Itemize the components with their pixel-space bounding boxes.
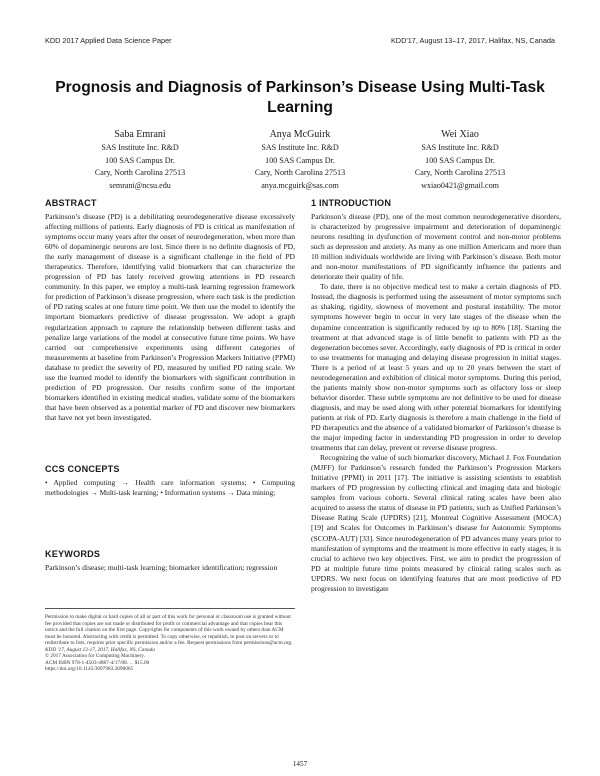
footnote-copyright: © 2017 Association for Computing Machinery. bbox=[45, 653, 145, 660]
introduction-paragraph: Recognizing the value of such biomarker discovery, Michael J. Fox Foundation (MJFF) for Parkinson’s research funded the Parkinson’s Progression Markers Initiative (PPMI) in 2011 [17]. The initiative is assisting scientists to establish markers of PD progression by collecting clinical and imaging data and biologic samples from various cohorts. Several clinical rating scales have been also acquired to assess the status of disease in PD patients, such as Unified Parkinson’s Disease Rating Scale (UPDRS) [21], Montreal Cognitive Assessment (MOCA) [19] and Scales for Outcomes in Parkinson’s disease for Autonomic Symptoms (SCOPA-AUT) [33]. Since neurodegeneration of PD advances many years prior to manifestation of symptoms and the treatment is more effective in early stages, it is crucial to achieve two key objectives. First, we aim to predict the progression of PD at multiple future time points measured by clinical rating scales such as UPDRS. We next focus on identifying features that are most predictive of PD progression to investigate bbox=[311, 453, 561, 593]
ccs-heading: CCS CONCEPTS bbox=[45, 464, 120, 474]
author-address: Cary, North Carolina 27513 bbox=[414, 168, 506, 178]
abstract-heading: ABSTRACT bbox=[45, 198, 97, 208]
introduction-heading: 1 INTRODUCTION bbox=[311, 198, 392, 208]
abstract-text: Parkinson’s disease (PD) is a debilitating neurodegenerative disease excessively affecting millions of patients. Early diagnosis of PD is critical as manifestation of symptoms occur many years after the onset of neurodegeneration, when more than 60% of dopaminergic neurons are lost. Since there is no definite diagnosis of PD, the early management of disease is a significant challenge in the field of PD therapeutics. Therefore, identifying valid biomarkers that can characterize the progression of PD has lately received growing attentions in PD research community. In this paper, we employ a multi-task learning regression framework for prediction of Parkinson’s disease progression, where each task is the prediction of PD rating scales at one future time point. We then use the model to identify the important biomarkers predictive of disease progression. We adopt a graph regularization approach to capture the relationship between different tasks and penalize large variations of the model at consecutive future time points. We have carried out comprehensive experiments using different categories of measurements at baseline from Parkinson’s Progression Markers Initiative (PPMI) database to predict the severity of PD, measured by unified PD rating scale. We use the learned model to identify the biomarkers with significant contribution in prediction of PD progression. Our results confirm some of the important biomarkers identified in existing medical studies, validate some of the biomarkers that have been observed as a potential marker of PD and discover new biomarkers that have not yet been investigated. bbox=[45, 212, 295, 422]
author-name: Anya McGuirk bbox=[269, 129, 331, 140]
author-email[interactable]: wxiao0421@gmail.com bbox=[421, 180, 499, 190]
author-address: Cary, North Carolina 27513 bbox=[94, 168, 186, 178]
keywords-section bbox=[45, 549, 295, 573]
author-block bbox=[365, 129, 555, 192]
footnote-venue: KDD '17, August 13-17, 2017, Halifax, NS, Canada bbox=[45, 646, 155, 653]
author-affiliation: SAS Institute Inc. R&D bbox=[261, 143, 339, 153]
running-header-left: KDD 2017 Applied Data Science Paper bbox=[45, 36, 172, 45]
introduction-paragraph: Parkinson’s disease (PD), one of the most common neurodegenerative disorders, is characterized by progressive impairment and deterioration of dopaminergic neurons resulting in dysfunction of movement control and non-motor problems such as depression and anxiety. As many as one million Americans and more than 10 million individuals worldwide are living with Parkinson’s disease. Both motor and non-motor manifestations of PD significantly influence the patients and deteriorate their quality of life. bbox=[311, 212, 561, 282]
introduction-paragraph: To date, there is no objective medical test to make a certain diagnosis of PD. Instead, the diagnosis is performed using the assessment of motor symptoms such as shaking, rigidity, slowness of movement and postural instability. The motor symptoms however begin to occur in very late stages of the disease when the dopamine concentration is significantly reduced by up to 80% [18]. Starting the treatment at that advanced stage is of little benefit to patients with PD as the degeneration becomes sever. Accordingly, early diagnosis of PD is critical in order to use treatments for managing and delaying disease progression in initial stages. There is a period of at least 5 years and up to 20 years between the start of neurodegeneration and exhibition of clinical motor symptoms. During this period, the patients mainly show non-motor symptoms such as olfactory loss or sleep behavior disorder. These subtle symptoms are not definitive to be used for disease diagnosis, and may be used along with other potential biomarkers for identifying patients at risk of PD. Early diagnosis is therefore a main challenge in the field of PD therapeutics and the absence of a validated biomarker of Parkinson’s disease is the major impeding factor in understanding PD progression in order to develop treatments that can delay, prevent or reverse disease progress. bbox=[311, 282, 561, 453]
keywords-heading: KEYWORDS bbox=[45, 549, 101, 559]
author-name: Wei Xiao bbox=[441, 129, 479, 140]
author-address: 100 SAS Campus Dr. bbox=[105, 155, 175, 165]
abstract-section bbox=[45, 198, 295, 423]
ccs-section bbox=[45, 464, 295, 498]
page-number: 1457 bbox=[292, 760, 308, 768]
author-address: 100 SAS Campus Dr. bbox=[265, 155, 335, 165]
keywords-text: Parkinson’s disease; multi-task learning; biomarker identification; regression bbox=[45, 563, 278, 572]
footnote-isbn: ACM ISBN 978-1-4503-4887-4/17/08. . . $15.00 bbox=[45, 659, 150, 666]
footnote-doi[interactable]: https://doi.org/10.1145/3097983.3098065 bbox=[45, 666, 134, 673]
ccs-text: • Applied computing → Health care information systems; • Computing methodologies → Multi-task learning; • Information systems → Data mining; bbox=[45, 478, 295, 498]
footnote bbox=[45, 608, 295, 673]
running-header-right: KDD'17, August 13–17, 2017, Halifax, NS, Canada bbox=[390, 36, 555, 45]
author-name: Saba Emrani bbox=[114, 129, 166, 140]
author-affiliation: SAS Institute Inc. R&D bbox=[101, 143, 179, 153]
paper-title: Prognosis and Diagnosis of Parkinson’s Disease Using Multi-Task Learning bbox=[55, 79, 545, 116]
author-email[interactable]: semrani@ncsu.edu bbox=[109, 180, 171, 190]
author-affiliation: SAS Institute Inc. R&D bbox=[421, 143, 499, 153]
author-email[interactable]: anya.mcguirk@sas.com bbox=[261, 180, 339, 190]
author-address: Cary, North Carolina 27513 bbox=[254, 168, 346, 178]
author-address: 100 SAS Campus Dr. bbox=[425, 155, 495, 165]
footnote-permission: Permission to make digital or hard copies of all or part of this work for personal or classroom use is granted without fee provided that copies are not made or distributed for profit or commercial advantage and that copies bear this notice and the full citation on the first page. Copyrights for components of this work owned by others than ACM must be honored. Abstracting with credit is permitted. To copy otherwise, or republish, to post on servers or to redistribute to lists, requires prior specific permission and/or a fee. Request permissions from permissions@acm.org. bbox=[45, 614, 293, 647]
right-column bbox=[311, 198, 561, 594]
